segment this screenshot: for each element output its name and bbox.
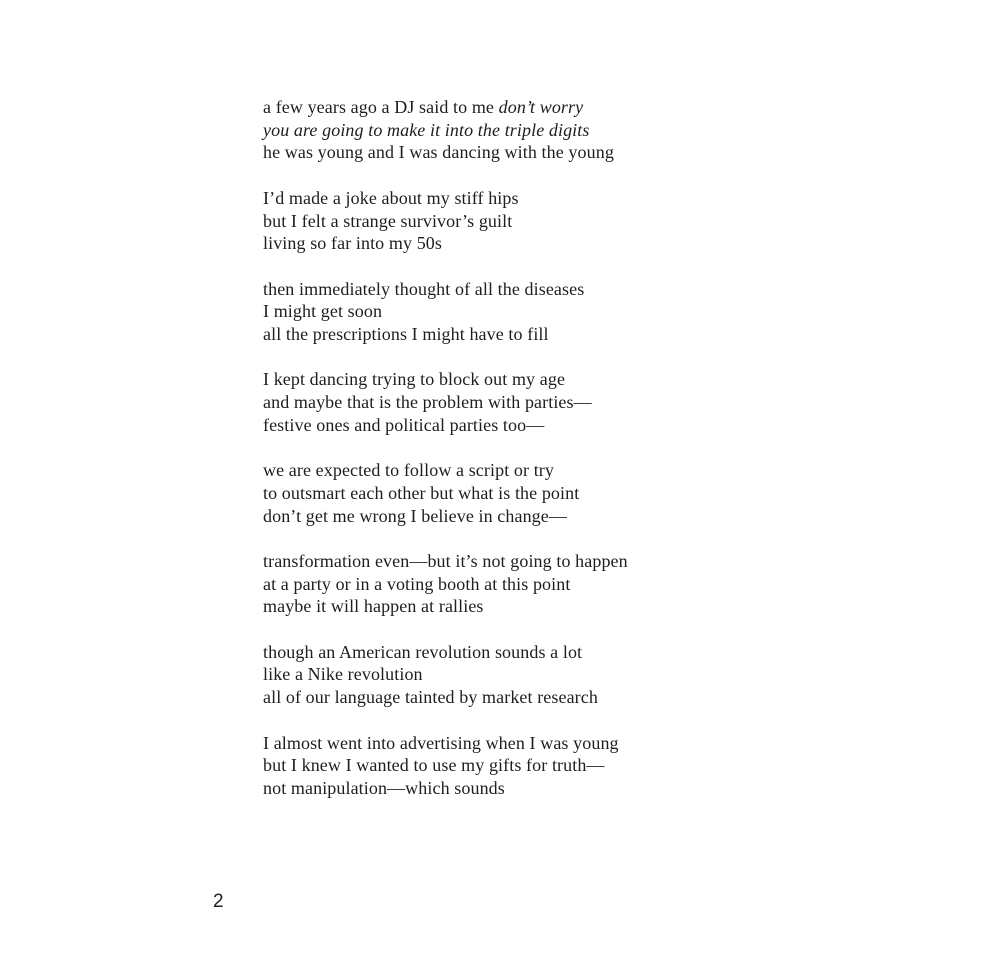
poem-line xyxy=(263,96,783,119)
poem-line: he was young and I was dancing with the young xyxy=(263,142,614,163)
stanza-3 xyxy=(263,278,783,346)
poem-line: I might get soon xyxy=(263,301,383,322)
stanza-5 xyxy=(263,459,783,527)
poem-line: transformation even—but it’s not going to happen xyxy=(263,550,628,571)
poem-line: not manipulation—which sounds xyxy=(263,777,505,798)
line-italic-segment: don’t worry xyxy=(498,97,584,117)
stanza-8 xyxy=(263,732,783,800)
stanza-4 xyxy=(263,368,783,436)
poem-line: though an American revolution sounds a lot xyxy=(263,641,583,662)
poem-line: festive ones and political parties too— xyxy=(263,414,545,435)
stanza-2 xyxy=(263,187,783,255)
poem-line: at a party or in a voting booth at this point xyxy=(263,573,571,594)
poem-line: I kept dancing trying to block out my age xyxy=(263,369,566,390)
poem-body xyxy=(263,96,783,822)
poem-line: like a Nike revolution xyxy=(263,664,423,685)
poem-line: I almost went into advertising when I was young xyxy=(263,732,619,753)
poem-line: we are expected to follow a script or try xyxy=(263,460,554,481)
page-number: 2 xyxy=(213,891,224,912)
poem-line: you are going to make it into the triple digits xyxy=(263,119,590,140)
stanza-6 xyxy=(263,550,783,618)
poem-line: living so far into my 50s xyxy=(263,233,442,254)
poem-line: but I felt a strange survivor’s guilt xyxy=(263,210,513,231)
poem-line: then immediately thought of all the diseases xyxy=(263,278,585,299)
poem-line: don’t get me wrong I believe in change— xyxy=(263,505,567,526)
poem-line: all of our language tainted by market research xyxy=(263,687,598,708)
poem-line: all the prescriptions I might have to fill xyxy=(263,324,549,344)
poem-line: I’d made a joke about my stiff hips xyxy=(263,187,519,208)
line-roman-segment: a few years ago a DJ said to me xyxy=(263,97,499,117)
poem-line: and maybe that is the problem with parties— xyxy=(263,392,592,413)
poem-line: maybe it will happen at rallies xyxy=(263,596,484,617)
poem-line: but I knew I wanted to use my gifts for truth— xyxy=(263,755,605,776)
poem-line: to outsmart each other but what is the point xyxy=(263,482,580,503)
stanza-1 xyxy=(263,96,783,164)
stanza-7 xyxy=(263,641,783,709)
